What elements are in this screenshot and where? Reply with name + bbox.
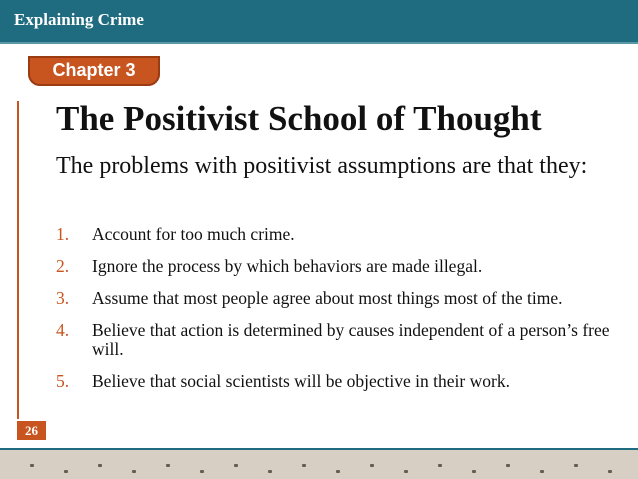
band-texture-speck <box>506 464 510 467</box>
list-number: 3. <box>56 288 70 308</box>
band-texture-speck <box>98 464 102 467</box>
list-item <box>56 372 626 391</box>
band-texture-speck <box>64 470 68 473</box>
list-number: 1. <box>56 224 70 244</box>
band-texture-speck <box>404 470 408 473</box>
header-title: Explaining Crime <box>14 10 144 29</box>
left-accent-line <box>17 101 19 419</box>
slide-intro: The problems with positivist assumptions are that they: <box>56 153 588 179</box>
band-texture-speck <box>234 464 238 467</box>
band-texture-speck <box>370 464 374 467</box>
list-text: Assume that most people agree about most things most of the time. <box>92 288 563 308</box>
band-texture-speck <box>438 464 442 467</box>
band-texture-speck <box>132 470 136 473</box>
points-list <box>56 225 626 404</box>
chapter-tab <box>28 56 160 86</box>
list-text: Believe that social scientists will be objective in their work. <box>92 371 510 391</box>
band-texture-speck <box>574 464 578 467</box>
band-texture-speck <box>608 470 612 473</box>
list-number: 5. <box>56 371 70 391</box>
band-texture-speck <box>200 470 204 473</box>
list-number: 4. <box>56 320 70 340</box>
header-bar <box>0 0 638 44</box>
bottom-band-rule <box>0 448 638 450</box>
band-texture-speck <box>268 470 272 473</box>
page-number: 26 <box>17 421 46 440</box>
decorative-bottom-band <box>0 448 638 479</box>
list-item <box>56 321 626 359</box>
list-text: Ignore the process by which behaviors are made illegal. <box>92 256 483 276</box>
band-texture-speck <box>472 470 476 473</box>
list-text: Account for too much crime. <box>92 224 295 244</box>
band-texture-speck <box>302 464 306 467</box>
list-text: Believe that action is determined by causes independent of a person’s free will. <box>92 320 610 359</box>
list-item <box>56 225 626 244</box>
band-texture-speck <box>336 470 340 473</box>
list-number: 2. <box>56 256 70 276</box>
chapter-label: Chapter 3 <box>52 60 136 80</box>
list-item <box>56 289 626 308</box>
band-texture-speck <box>30 464 34 467</box>
band-texture-speck <box>166 464 170 467</box>
slide-heading: The Positivist School of Thought <box>56 99 542 138</box>
header-rule <box>0 42 638 44</box>
list-item <box>56 257 626 276</box>
band-texture-speck <box>540 470 544 473</box>
